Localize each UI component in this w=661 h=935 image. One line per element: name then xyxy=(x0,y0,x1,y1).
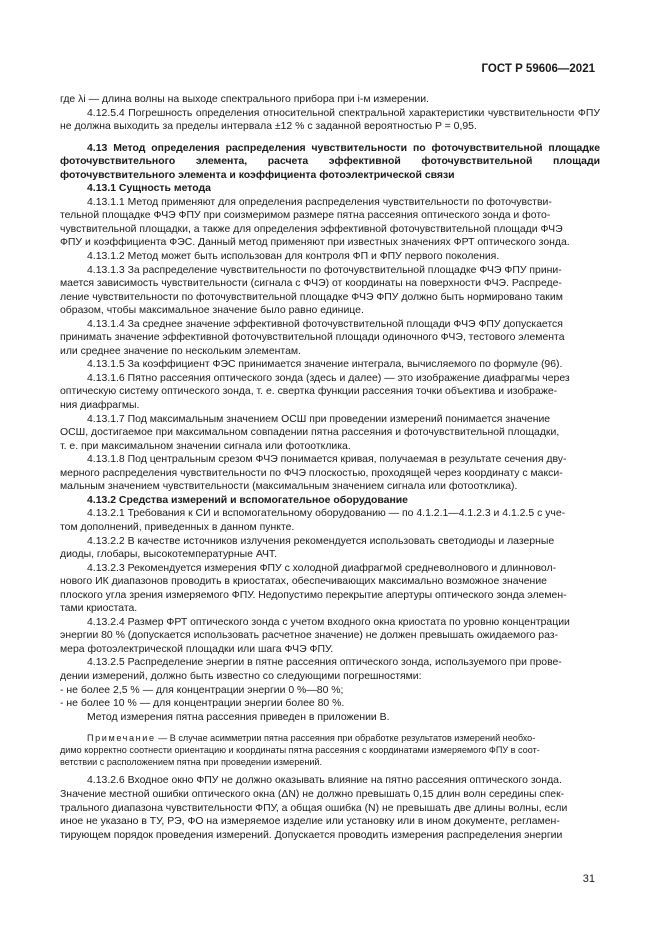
paragraph-4-13-2-2: 4.13.2.2 В качестве источников излучения рекомендуется использовать светодиоды и лазерные диоды, глобары, высокотемпературные АЧТ. xyxy=(60,535,555,561)
note-block xyxy=(60,732,600,768)
paragraph-4-13-1-6: 4.13.1.6 Пятно рассеяния оптического зонда (здесь и далее) — это изображение диафрагмы через оптическую систему оптического зонда, т. е. свертка функции рассеяния точки объектива и изображе- ния диафрагмы. xyxy=(60,372,570,412)
paragraph-4-13-1-3: 4.13.1.3 За распределение чувствительности по фоточувствительной площадке ФЧЭ ФПУ прини- мается зависимость чувствительности (сигнала с ФЧЭ) от координаты на поверхности ФЧЭ. Распреде- ление чувствительности по фоточувствительной площадке ФЧЭ ФПУ должно быть нормировано таким образом, чтобы максимальное значение было равно единице. xyxy=(60,264,563,317)
page-number: 31 xyxy=(582,873,595,885)
paragraph-4-13-1-1: 4.13.1.1 Метод применяют для определения распределения чувствительности по фоточувстви- тельной площадке ФЧЭ ФПУ при соизмеримом размере пятна рассеяния оптического зонда и фото- чувствительной площадки, а также для определения эффективной фоточувствительной площади ФЧЭ ФПУ и коэффициента ФЭС. Данный метод применяют при известных значениях ФРТ оптического зонда. xyxy=(60,196,570,249)
note-label: Примечание xyxy=(87,733,156,744)
list-item-accuracy-2: - не более 10 % — для концентрации энергии более 80 %. xyxy=(60,698,345,710)
list-item-accuracy-1: - не более 2,5 % — для концентрации энергии 0 %—80 %; xyxy=(60,684,344,696)
paragraph-4-13-2-1: 4.13.2.1 Требования к СИ и вспомогательному оборудованию — по 4.1.2.1—4.1.2.3 и 4.1.2.5 с уче- том дополнений, приведенных в данном пункте. xyxy=(60,508,566,533)
document-code: ГОСТ Р 59606—2021 xyxy=(481,63,595,75)
page-body xyxy=(60,93,600,842)
paragraph-4-13-1-5: 4.13.1.5 За коэффициент ФЭС принимается значение интеграла, вычисляемого по формуле (96). xyxy=(87,359,563,371)
paragraph-4-13-1-7: 4.13.1.7 Под максимальным значением ОСШ при проведении измерений понимается значение ОСШ, достигаемое при максимальном совпадении пятна рассеяния и фоточувствительной площадки, т. е. при максимальном значении сигнала или фотоотклика. xyxy=(60,413,560,452)
paragraph-4-13-2-4: 4.13.2.4 Размер ФРТ оптического зонда с учетом входного окна криостата по уровню концентрации энергии 80 % (допускается использовать расчетное значение) не должен превышать ожидаемого раз- мера фотоэлектрической площадки или шага ФЧЭ ФПУ. xyxy=(60,616,570,655)
paragraph-4-13-1-4: 4.13.1.4 За среднее значение эффективной фоточувствительной площади ФЧЭ ФПУ допускается принимать значение эффективной фоточувствительной площади одиночного ФЧЭ, тестового элемента или среднее значение по нескольким элементам. xyxy=(60,318,565,357)
section-heading-4-13: 4.13 Метод определения распределения чувствительности по фоточувствительной площадке фоточувствительного элемента, расчета эффективной фоточувствительной площади фоточувствительного элемента и коэффициента фотоэлектрической связи xyxy=(60,142,600,181)
paragraph-method-reference: Метод измерения пятна рассеяния приведен в приложении В. xyxy=(87,711,390,723)
paragraph-4-12-5-4: 4.12.5.4 Погрешность определения относительной спектральной характеристики чувствительности ФПУ не должна выходить за пределы интервала ±12 % с заданной вероятностью P = 0,95. xyxy=(60,107,600,133)
paragraph-4-13-1-2: 4.13.1.2 Метод может быть использован для контроля ФП и ФПУ первого поколения. xyxy=(87,251,500,263)
paragraph-lambda-definition: где λi — длина волны на выходе спектрального прибора при i-м измерении. xyxy=(60,94,429,105)
paragraph-4-13-1-8: 4.13.1.8 Под центральным срезом ФЧЭ понимается кривая, получаемая в результате сечения дву- мерного распределения чувствительности по ФЧЭ плоскостью, проходящей через координату с макси- мальным значением чувствительности (максимальным значением сигнала или фотоотклика). xyxy=(60,454,567,493)
paragraph-4-13-2-3: 4.13.2.3 Рекомендуется измерения ФПУ с холодной диафрагмой средневолнового и длинновол- нового ИК диапазонов проводить в криостатах, обеспечивающих максимально возможное значение плоского угла зрения измеряемого ФПУ. Недопустимо перекрытие апертуры оптического зонда элемен- тами криостата. xyxy=(60,562,567,615)
paragraph-4-13-2-5: 4.13.2.5 Распределение энергии в пятне рассеяния оптического зонда, используемого при прове- дении измерений, должно быть известно со следующими погрешностями: xyxy=(60,657,562,682)
note-text: — В случае асимметрии пятна рассеяния при обработке результатов измерений необхо- димо корректно соотнести ориентацию и координаты пятна рассеяния с координатами измеряемого ФПУ в соот- ветствии с расположением пятна при проведении измерений. xyxy=(60,733,540,768)
paragraph-4-13-2-6: 4.13.2.6 Входное окно ФПУ не должно оказывать влияние на пятно рассеяния оптического зонда. Значение местной ошибки оптического окна (ΔN) не должно превышать 0,15 длин волн середины спек- трального диапазона чувствительности ФПУ, а общая ошибка (N) не превышать две длины волны, если иное не указано в ТУ, РЭ, ФО на измеряемое изделие или установку или в ином документе, регламен- тирующем порядок проведения измерений. Допускается проводить измерения распределения энергии xyxy=(60,775,568,841)
subsection-heading-4-13-1: 4.13.1 Сущность метода xyxy=(87,183,211,195)
subsection-heading-4-13-2: 4.13.2 Средства измерений и вспомогательное оборудование xyxy=(87,494,408,506)
